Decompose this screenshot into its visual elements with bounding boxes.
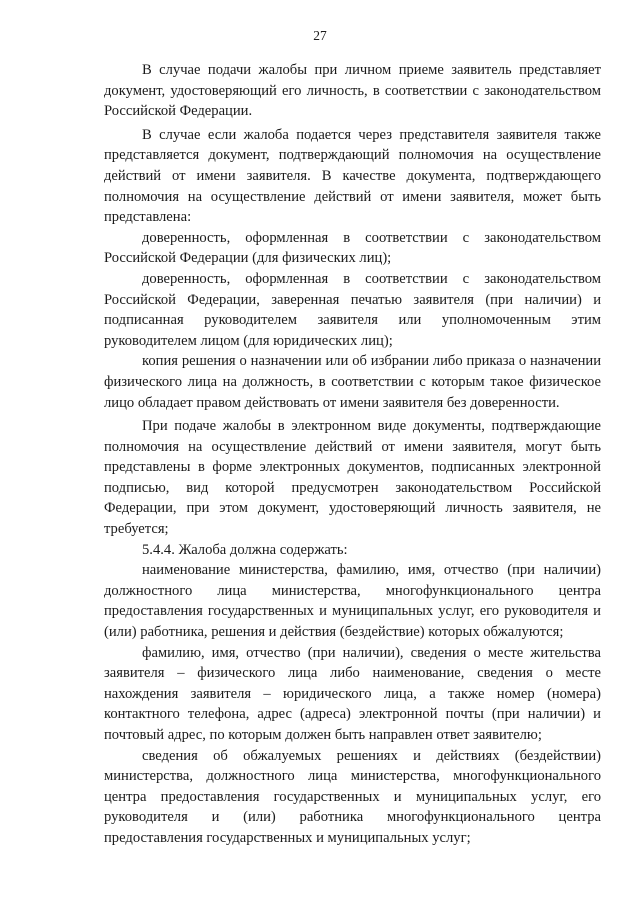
paragraph-appealed-decisions: сведения об обжалуемых решениях и действиях (бездействии) министерства, должностного лица министерства, многофункционального центра предоставления государственных и муниципальных услуг, его руководителя и (или) работника многофункционального центра предоставления государственных и муниципальных услуг; (104, 747, 601, 846)
paragraph-representative: В случае если жалоба подается через представителя заявителя также представляется документ, подтверждающий полномочия на осуществление действий от имени заявителя. В качестве документа, подтверждающего полномочия на осуществление действий от имени заявителя, может быть представлена: (104, 126, 601, 226)
paragraph-applicant-details: фамилию, имя, отчество (при наличии), сведения о месте жительства заявителя – физического лица либо наименование, сведения о месте нахождения заявителя – юридического лица, а также номер (номера) контактного телефона, адрес (адреса) электронной почты (при наличии) и почтовый адрес, по которым должен быть направлен ответ заявителю; (104, 644, 601, 743)
page-number: 27 (313, 28, 327, 43)
paragraph-appointment-decision: копия решения о назначении или об избрании либо приказа о назначении физического лица на должность, в соответствии с которым такое физическое лицо обладает правом действовать от имени заявителя без доверенности. (104, 353, 601, 411)
paragraph-ministry-name: наименование министерства, фамилию, имя, отчество (при наличии) должностного лица министерства, многофункционального центра предоставления государственных и муниципальных услуг, его руководителя и (или) работника, решения и действия (бездействие) которых обжалуются; (104, 562, 601, 641)
paragraph-power-of-attorney-legal-entities: доверенность, оформленная в соответствии с законодательством Российской Федерации, заверенная печатью заявителя (при наличии) и подписанная руководителем заявителя или уполномоченным этим руководителем лицом (для юридических лиц); (104, 270, 601, 349)
document-body (104, 60, 601, 849)
paragraph-electronic-submission: При подаче жалобы в электронном виде документы, подтверждающие полномочия на осуществление действий от имени заявителя, могут быть представлены в форме электронных документов, подписанных электронной подписью, вид которой предусмотрен законодательством Российской Федерации, при этом документ, удостоверяющий личность заявителя, не требуется; (104, 418, 601, 538)
paragraph-power-of-attorney-individuals: доверенность, оформленная в соответствии с законодательством Российской Федерации (для физических лиц); (104, 229, 601, 267)
section-heading-5-4-4: 5.4.4. Жалоба должна содержать: (142, 541, 348, 558)
paragraph-personal-submission: В случае подачи жалобы при личном приеме заявитель представляет документ, удостоверяющий его личность, в соответствии с законодательством Российской Федерации. (104, 62, 601, 120)
